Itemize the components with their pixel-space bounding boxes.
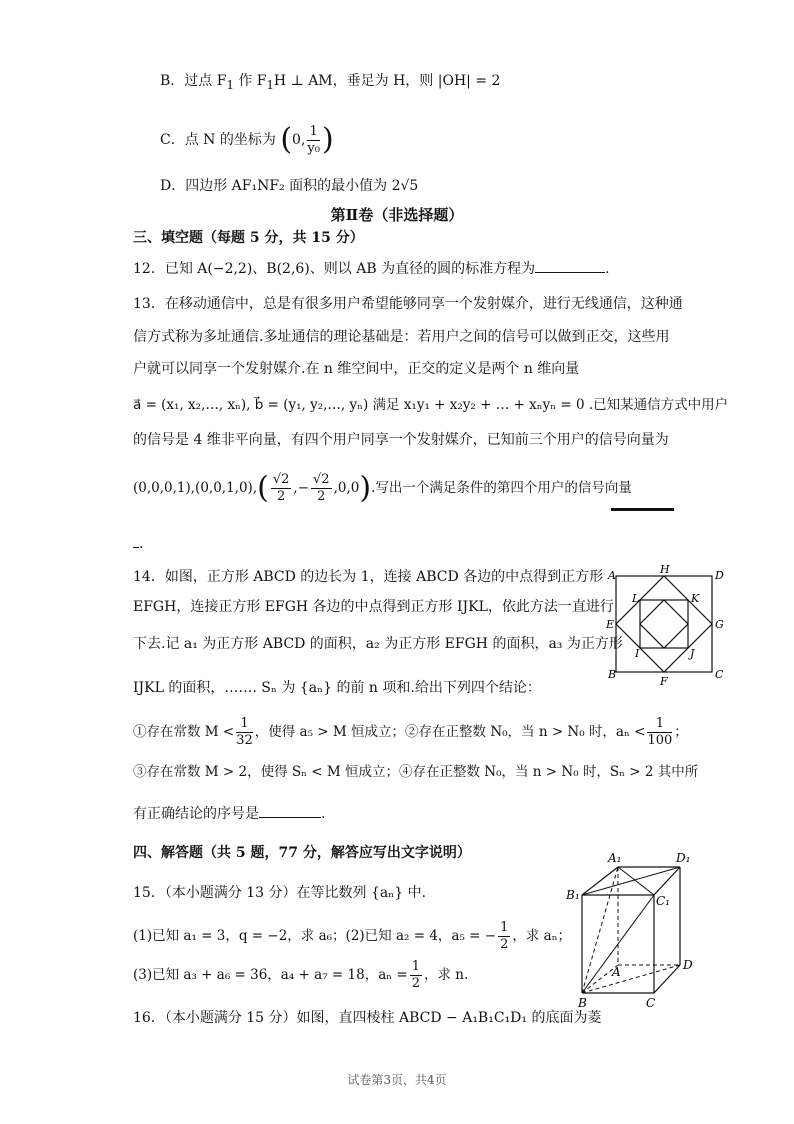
label-a: A	[612, 965, 621, 979]
label-c: C	[646, 996, 656, 1010]
q14-line4: IJKL 的面积，……. Sₙ 为 {aₙ} 的前 n 项和.给出下列四个结论：	[133, 680, 541, 696]
option-b: B．过点 $F_1$ 作 $F_1H$ ⊥ AM，垂足为 H，则 |OH| = 2	[160, 73, 501, 92]
label-b: B	[578, 996, 587, 1010]
label-j: J	[690, 647, 695, 660]
label-b: B	[608, 668, 617, 681]
q14-line1: 14．如图，正方形 ABCD 的边长为 1，连接 ABCD 各边的中点得到正方形	[133, 569, 604, 585]
square-inner	[640, 600, 688, 648]
label-b1: B₁	[566, 888, 580, 902]
q14-line3: 下去.记 a₁ 为正方形 ABCD 的面积，a₂ 为正方形 EFGH 的面积，a₃ 为正方形	[133, 636, 623, 652]
fill-blank-header: 三、填空题（每题 5 分，共 15 分）	[133, 230, 364, 246]
question-12: 12．已知 A(−2,2)、B(2,6)、则以 AB 为直径的圆的标准方程为 .	[133, 261, 610, 277]
square-efgh	[616, 576, 712, 672]
square-abcd	[616, 576, 712, 672]
label-i: I	[635, 647, 640, 660]
q14-line6: ③存在常数 M > 2，使得 Sₙ < M 恒成立；④存在正整数 N₀，当 n > N₀ 时，Sₙ > 2 其中所	[133, 764, 699, 780]
q14-line7: 有正确结论的序号是 .	[133, 806, 326, 822]
label-l: L	[632, 592, 640, 605]
q13-line5: 的信号是 4 维非平向量，有四个用户同享一个发射媒介，已知前三个用户的信号向量为	[133, 432, 669, 448]
answer-section-header: 四、解答题（共 5 题，77 分，解答应写出文字说明）	[133, 845, 471, 861]
q16-line1: 16．（本小题满分 15 分）如图，直四棱柱 ABCD − A₁B₁C₁D₁ 的底面为菱	[133, 1010, 602, 1026]
label-a: A	[608, 569, 616, 582]
label-k: K	[691, 592, 700, 605]
q13-line4: a⃗ = (x₁, x₂,…, xₙ), b⃗ = (y₁, y₂,…, yₙ) 满足 x₁y₁ + x₂y₂ + … + xₙyₙ = 0 .已知某通信方式中用户	[133, 397, 729, 413]
option-c: C．点 N 的坐标为 (0, $\frac{1}{\text{y₀}}$ )	[160, 122, 334, 157]
label-d: D	[683, 958, 693, 972]
q13-line7: .	[133, 534, 143, 554]
q15-line1: 15．（本小题满分 13 分）在等比数列 {aₙ} 中.	[133, 885, 427, 901]
nested-squares-figure	[600, 562, 740, 690]
label-d: D	[715, 569, 724, 582]
label-h: H	[660, 563, 670, 576]
q14-line2: EFGH，连接正方形 EFGH 各边的中点得到正方形 IJKL，依此方法一直进行	[133, 599, 614, 615]
label-c: C	[715, 668, 724, 681]
answer-blank-12	[535, 272, 605, 273]
q15-line2: (1)已知 a₁ = 3，q = −2，求 a₆；(2)已知 a₂ = 4，a₅ = − $\frac{1}{2}$ ，求 aₙ；	[133, 920, 572, 952]
prism-figure	[562, 845, 712, 1015]
label-d1: D₁	[676, 851, 691, 865]
part-title: 第Ⅱ卷（非选择题）	[330, 206, 464, 224]
label-g: G	[715, 618, 724, 631]
label-c1: C₁	[656, 894, 670, 908]
label-a1: A₁	[608, 851, 622, 865]
q13-line1: 13．在移动通信中，总是有很多用户希望能够同享一个发射媒介，进行无线通信，这种通	[133, 296, 683, 312]
answer-bar-13	[611, 508, 674, 511]
q13-line6: (0,0,0,1),(0,0,1,0),( $\frac{√2}{2}$ ,− $\frac{√2}{2}$ ,0,0).写出一个满足条件的第四个用户的信号向量	[133, 470, 632, 506]
answer-blank-14	[259, 817, 321, 818]
q13-line3: 户就可以同享一个发射媒介.在 n 维空间中，正交的定义是两个 n 维向量	[133, 361, 580, 377]
q13-line2: 信方式称为多址通信.多址通信的理论基础是：若用户之间的信号可以做到正交，这些用	[133, 329, 670, 345]
label-e: E	[606, 618, 615, 631]
page-footer: 试卷第3页，共4页	[347, 1073, 447, 1087]
q15-line3: (3)已知 a₃ + a₆ = 36，a₄ + a₇ = 18，aₙ = $\frac{1}{2}$ ，求 n.	[133, 959, 469, 991]
q14-line5: ①存在常数 M < $\frac{1}{32}$ ，使得 a₅ > M 恒成立；②存在正整数 N₀，当 n > N₀ 时，aₙ < $\frac{1}{100}$ ；	[133, 716, 688, 748]
label-f: F	[660, 675, 668, 688]
option-d: D．四边形 AF₁NF₂ 面积的最小值为 2√5	[160, 178, 419, 194]
square-ijkl	[640, 600, 688, 648]
